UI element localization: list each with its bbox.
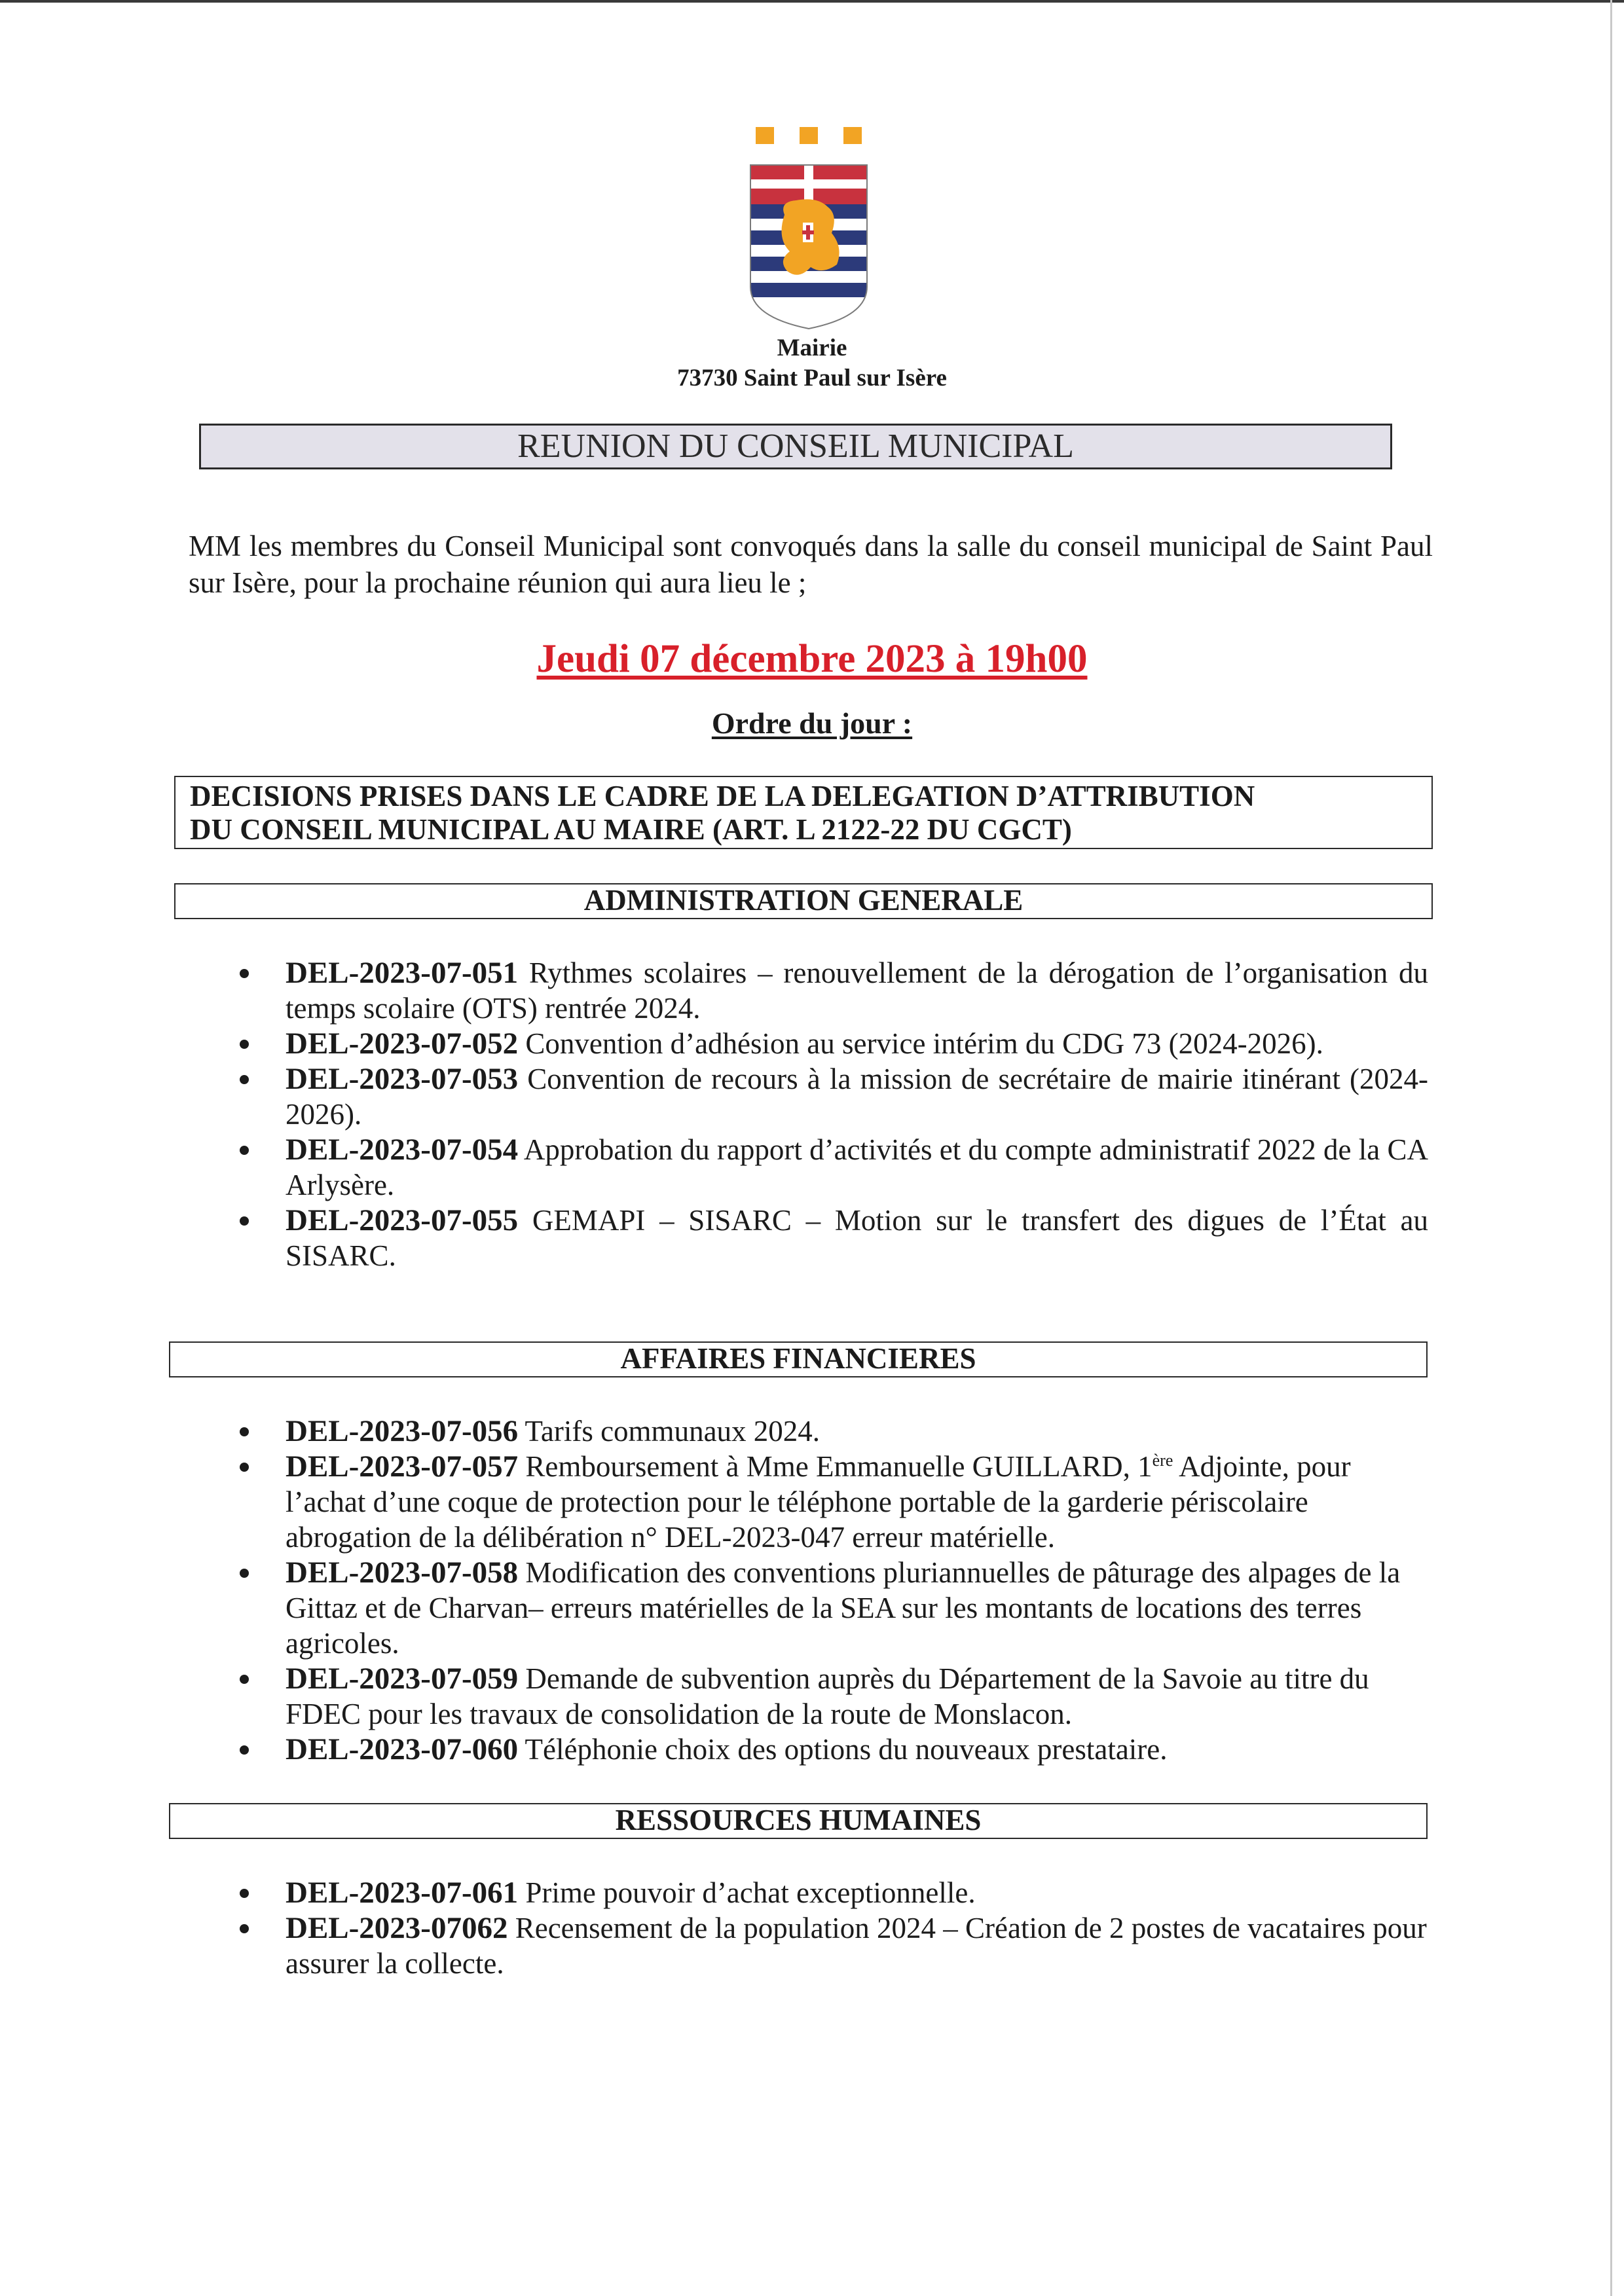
decisions-box: [174, 776, 1433, 849]
list-item: [286, 1732, 1428, 1767]
bullet-icon: [240, 1569, 249, 1578]
item-text: Convention d’adhésion au service intérim du CDG 73 (2024-2026).: [525, 1027, 1323, 1060]
item-code: DEL-2023-07-051: [286, 956, 519, 990]
item-text: Remboursement à Mme Emmanuelle GUILLARD, 1: [525, 1450, 1153, 1483]
item-code: DEL-2023-07-055: [286, 1203, 519, 1237]
section-title-rh: RESSOURCES HUMAINES: [169, 1803, 1428, 1839]
section-title-finances: AFFAIRES FINANCIERES: [169, 1341, 1428, 1377]
list-item: [286, 1555, 1428, 1661]
list-item: [286, 1061, 1428, 1132]
bullet-icon: [240, 1675, 249, 1684]
bullet-icon: [240, 1427, 249, 1436]
item-code: DEL-2023-07-058: [286, 1556, 519, 1590]
item-text: Téléphonie choix des options du nouveaux prestataire.: [525, 1733, 1168, 1766]
item-code: DEL-2023-07-059: [286, 1662, 519, 1696]
list-item: [286, 1449, 1428, 1555]
list-item: [286, 1661, 1428, 1732]
bullet-icon: [240, 969, 249, 978]
item-code: DEL-2023-07-054: [286, 1133, 519, 1167]
intro-paragraph: MM les membres du Conseil Municipal sont convoqués dans la salle du conseil municipal de Saint Paul sur Isère, pour la prochaine réunion qui aura lieu le ;: [189, 530, 1433, 599]
item-text: Tarifs communaux 2024.: [525, 1415, 821, 1448]
item-text-continued: Adjointe, pour l’achat d’une coque de protection pour le téléphone portable de la garderie périscolaire abrogation de la délibération n° DEL-2023-047 erreur matérielle.: [286, 1450, 1351, 1554]
item-code: DEL-2023-07-053: [286, 1062, 519, 1096]
list-item: [286, 1413, 1428, 1449]
item-code: DEL-2023-07-057: [286, 1449, 519, 1484]
section-list-rh: [286, 1875, 1428, 1981]
item-code: DEL-2023-07062: [286, 1911, 508, 1945]
item-text: Demande de subvention auprès du Département de la Savoie au titre du FDEC pour les travaux de consolidation de la route de Monslacon.: [286, 1662, 1369, 1730]
item-code: DEL-2023-07-052: [286, 1027, 519, 1061]
item-text: Modification des conventions pluriannuelles de pâturage des alpages de la Gittaz et de Charvan– erreurs matérielles de la SEA sur les montants de locations des terres agricoles.: [286, 1556, 1401, 1660]
list-item: [286, 1132, 1428, 1203]
bullet-icon: [240, 1075, 249, 1084]
coat-of-arms-icon: [739, 123, 879, 333]
item-text: Convention de recours à la mission de secrétaire de mairie itinérant (2024-2026).: [286, 1063, 1429, 1131]
list-item: [286, 1026, 1428, 1061]
item-text: Rythmes scolaires – renouvellement de la dérogation de l’organisation du temps scolaire (OTS) rentrée 2024.: [286, 957, 1429, 1025]
mairie-label: Mairie: [777, 335, 847, 361]
bullet-icon: [240, 1889, 249, 1898]
item-superscript: ère: [1152, 1451, 1173, 1470]
item-code: DEL-2023-07-060: [286, 1732, 519, 1766]
section-list-finances: [286, 1413, 1428, 1767]
item-text: Recensement de la population 2024 – Création de 2 postes de vacataires pour assurer la collecte.: [286, 1912, 1427, 1980]
scan-top-edge: [0, 0, 1624, 3]
section-list-administration: [286, 955, 1428, 1273]
agenda-heading: Ordre du jour :: [711, 706, 913, 740]
bullet-icon: [240, 1924, 249, 1933]
meeting-date: Jeudi 07 décembre 2023 à 19h00: [536, 637, 1088, 681]
list-item: [286, 1910, 1428, 1981]
section-title-administration: ADMINISTRATION GENERALE: [174, 883, 1433, 919]
bullet-icon: [240, 1463, 249, 1472]
item-text: GEMAPI – SISARC – Motion sur le transfert des digues de l’État au SISARC.: [286, 1204, 1428, 1272]
mairie-address: 73730 Saint Paul sur Isère: [677, 365, 947, 392]
item-code: DEL-2023-07-056: [286, 1414, 519, 1448]
document-title: REUNION DU CONSEIL MUNICIPAL: [199, 424, 1392, 469]
bullet-icon: [240, 1146, 249, 1155]
bullet-icon: [240, 1040, 249, 1049]
decisions-line-1: DECISIONS PRISES DANS LE CADRE DE LA DELEGATION D’ATTRIBUTION: [190, 780, 1255, 812]
bullet-icon: [240, 1216, 249, 1226]
decisions-line-2: DU CONSEIL MUNICIPAL AU MAIRE (ART. L 2122-22 DU CGCT): [190, 813, 1072, 846]
list-item: [286, 1203, 1428, 1273]
list-item: [286, 1875, 1428, 1910]
list-item: [286, 955, 1428, 1026]
item-code: DEL-2023-07-061: [286, 1876, 519, 1910]
item-text: Approbation du rapport d’activités et du compte administratif 2022 de la CA Arlysère.: [286, 1133, 1428, 1201]
item-text: Prime pouvoir d’achat exceptionnelle.: [525, 1876, 976, 1909]
bullet-icon: [240, 1745, 249, 1755]
